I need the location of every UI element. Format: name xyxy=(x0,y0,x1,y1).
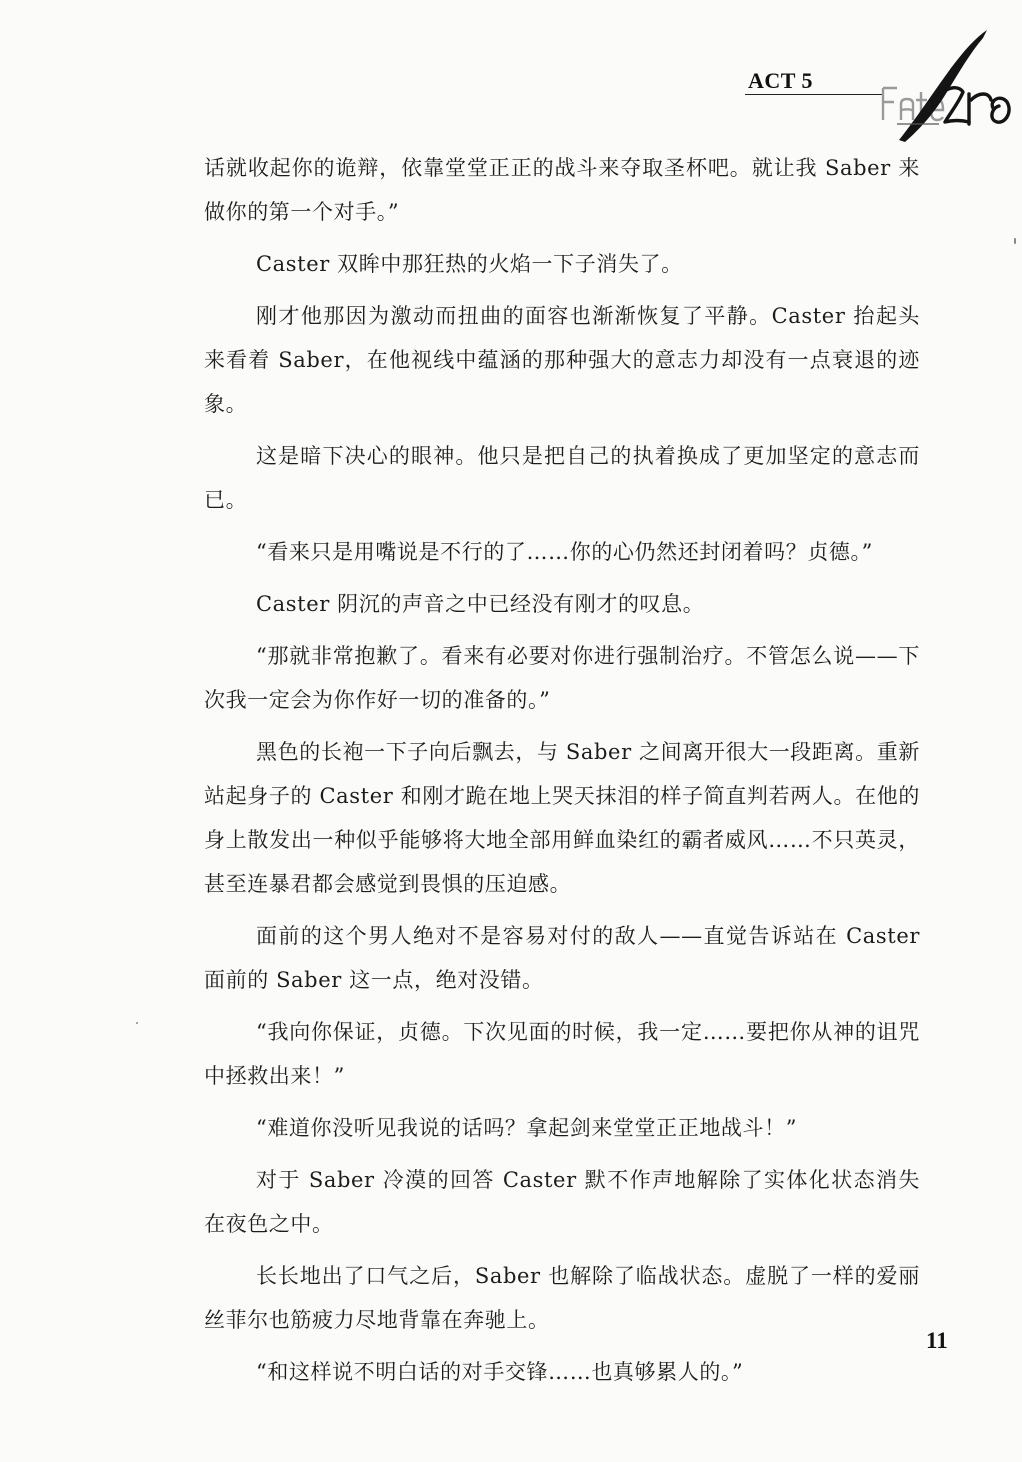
paragraph: 刚才他那因为激动而扭曲的面容也渐渐恢复了平静。Caster 抬起头来看着 Saber，在他视线中蕴涵的那种强大的意志力却没有一点衰退的迹象。 xyxy=(204,304,920,416)
paragraph: 这是暗下决心的眼神。他只是把自己的执着换成了更加坚定的意志而已。 xyxy=(204,444,920,512)
page-number: 11 xyxy=(926,1328,948,1353)
paragraph: “和这样说不明白话的对手交锋……也真够累人的。” xyxy=(256,1360,744,1384)
scan-speck xyxy=(136,1022,138,1024)
fate-zero-logo xyxy=(879,28,1019,144)
running-header xyxy=(745,66,1015,146)
paragraph: 黑色的长袍一下子向后飘去，与 Saber 之间离开很大一段距离。重新站起身子的 Caster 和刚才跪在地上哭天抹泪的样子简直判若两人。在他的身上散发出一种似乎能够将大地全部用鲜血染红的霸者威风……不只英灵，甚至连暴君都会感觉到畏惧的压迫感。 xyxy=(204,740,920,896)
chapter-label: ACT 5 xyxy=(748,68,814,93)
header-rule xyxy=(745,94,883,95)
paragraph: 面前的这个男人绝对不是容易对付的敌人——直觉告诉站在 Caster 面前的 Saber 这一点，绝对没错。 xyxy=(204,924,920,992)
paragraph: “难道你没听见我说的话吗？拿起剑来堂堂正正地战斗！” xyxy=(256,1116,798,1140)
body-text xyxy=(204,146,920,1402)
paragraph: 对于 Saber 冷漠的回答 Caster 默不作声地解除了实体化状态消失在夜色之中。 xyxy=(204,1168,920,1236)
paragraph: 长长地出了口气之后，Saber 也解除了临战状态。虚脱了一样的爱丽丝菲尔也筋疲力尽地背靠在奔驰上。 xyxy=(204,1264,920,1332)
scan-speck xyxy=(1014,238,1016,244)
paragraph: Caster 阴沉的声音之中已经没有刚才的叹息。 xyxy=(256,592,705,616)
paragraph: 话就收起你的诡辩，依靠堂堂正正的战斗来夺取圣杯吧。就让我 Saber 来做你的第一个对手。” xyxy=(204,156,920,224)
paragraph: “那就非常抱歉了。看来有必要对你进行强制治疗。不管怎么说——下次我一定会为你作好一切的准备的。” xyxy=(204,644,920,712)
paragraph: “看来只是用嘴说是不行的了……你的心仍然还封闭着吗？贞德。” xyxy=(256,540,873,564)
paragraph: Caster 双眸中那狂热的火焰一下子消失了。 xyxy=(256,252,683,276)
paragraph: “我向你保证，贞德。下次见面的时候，我一定……要把你从神的诅咒中拯救出来！” xyxy=(204,1020,920,1088)
